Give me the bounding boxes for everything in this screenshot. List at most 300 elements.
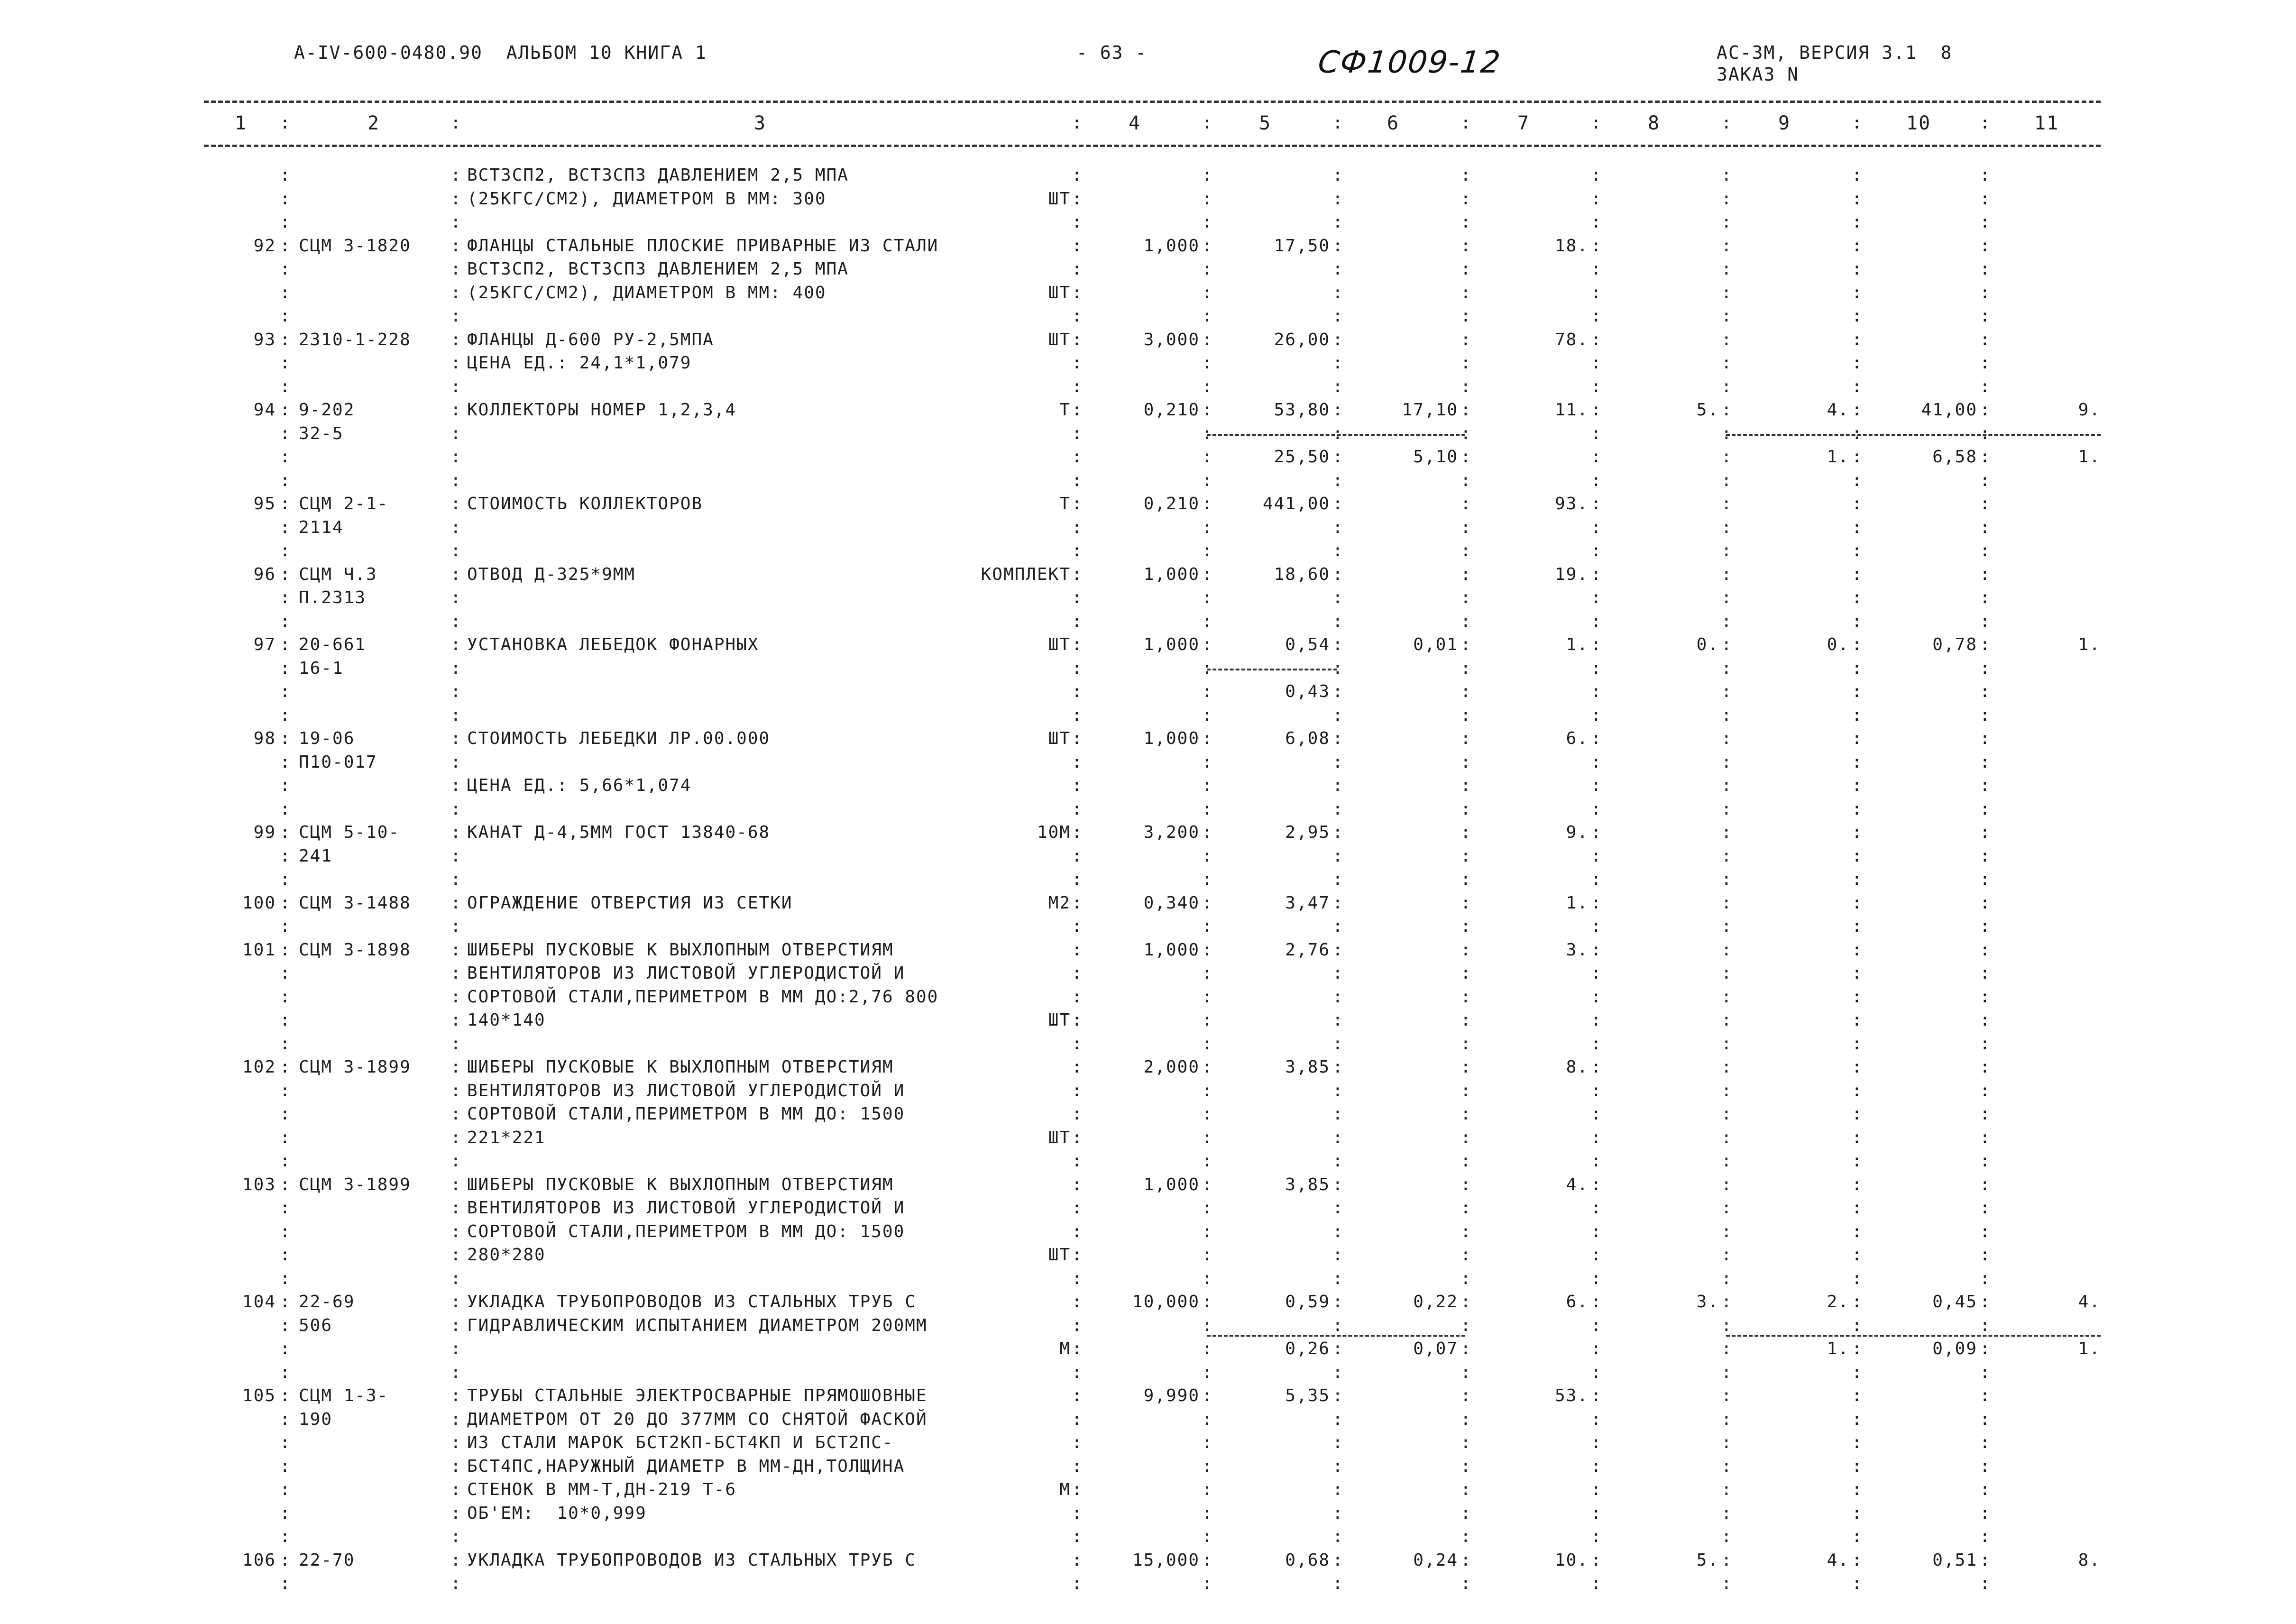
row-number: 98 [253,729,276,748]
column-separator: : [1980,1198,1991,1218]
value-cell-c7: 19. [1554,564,1589,584]
value-cell-c7: 1. [1566,893,1589,913]
value-cell-c4: 1,000 [1143,729,1200,748]
column-separator: : [1591,400,1602,420]
column-separator: : [1332,729,1344,748]
column-separator: : [1980,376,1991,396]
column-separator: : [450,1480,462,1499]
column-separator: : [1852,799,1863,819]
column-separator: : [1072,846,1083,866]
description-cell: (25КГС/СМ2), ДИАМЕТРОМ В ММ: 300 [467,189,827,209]
column-separator: : [1332,306,1344,326]
column-separator: : [1202,113,1213,133]
column-separator: : [1072,1104,1083,1124]
column-separator: : [280,564,291,584]
description-cell: ВЕНТИЛЯТОРОВ ИЗ ЛИСТОВОЙ УГЛЕРОДИСТОЙ И [467,1198,905,1218]
code-cell: СЦМ 3-1488 [299,893,411,913]
column-separator: : [1460,1503,1472,1523]
column-separator: : [1460,564,1472,584]
column-separator: : [1202,588,1213,607]
column-separator: : [1072,113,1083,133]
column-separator: : [1460,212,1472,232]
column-separator: : [450,752,462,772]
column-separator: : [1591,682,1602,701]
column-separator: : [280,1104,291,1124]
column-separator: : [1332,283,1344,303]
column-separator: : [1072,588,1083,607]
column-separator: : [1980,1574,1991,1593]
column-separator: : [1721,846,1733,866]
column-separator: : [1072,729,1083,748]
column-separator: : [280,987,291,1007]
column-separator: : [450,165,462,185]
value-cell-c11: 1. [2078,1339,2101,1358]
column-separator: : [1460,306,1472,326]
column-separator: : [1202,729,1213,748]
unit-cell: ШТ [1048,1010,1071,1030]
column-separator: : [1072,1433,1083,1452]
column-separator: : [450,1268,462,1288]
column-separator: : [1852,494,1863,514]
description-cell: ВСТ3СП2, ВСТ3СП3 ДАВЛЕНИЕМ 2,5 МПА [467,259,849,279]
value-cell-c5: 0,68 [1285,1550,1330,1570]
column-separator: : [1852,705,1863,725]
column-separator: : [280,1433,291,1452]
unit-cell: М2 [1048,893,1071,913]
column-separator: : [1072,917,1083,936]
column-separator: : [1591,1081,1602,1101]
column-separator: : [1721,423,1733,443]
column-separator: : [1460,893,1472,913]
column-separator: : [1460,447,1472,467]
column-separator: : [1072,940,1083,960]
description-cell: ВСТ3СП2, ВСТ3СП3 ДАВЛЕНИЕМ 2,5 МПА [467,165,849,185]
column-separator: : [1591,1034,1602,1054]
column-separator: : [1460,682,1472,701]
code-cell: 32-5 [299,423,344,443]
column-separator: : [280,893,291,913]
column-separator: : [450,189,462,209]
column-separator: : [1332,330,1344,349]
column-separator: : [1591,752,1602,772]
description-cell: ФЛАНЦЫ Д-600 РУ-2,5МПА [467,330,714,349]
column-separator: : [1202,635,1213,654]
code-cell: СЦМ 2-1- [299,494,389,514]
column-separator: : [1202,423,1213,443]
column-separator: : [1332,1503,1344,1523]
column-separator: : [1980,1057,1991,1077]
column-separator: : [280,799,291,819]
column-separator: : [1332,611,1344,631]
unit-cell: ШТ [1048,330,1071,349]
column-separator: : [1332,236,1344,256]
column-separator: : [1721,259,1733,279]
column-separator: : [280,1010,291,1030]
column-separator: : [1980,658,1991,678]
column-separator: : [1202,752,1213,772]
column-separator: : [1332,564,1344,584]
column-separator: : [1980,1034,1991,1054]
header-page-number: - 63 - [1076,42,1148,63]
unit-cell: ШТ [1048,729,1071,748]
column-separator: : [1721,1151,1733,1171]
column-separator: : [1852,1339,1863,1358]
row-number: 94 [253,400,276,420]
column-separator: : [1980,1480,1991,1499]
column-separator: : [1202,400,1213,420]
column-separator: : [1332,987,1344,1007]
column-separator: : [280,283,291,303]
column-separator: : [1721,1527,1733,1546]
column-separator: : [1591,1480,1602,1499]
column-separator: : [1721,1268,1733,1288]
column-separator: : [1980,1386,1991,1405]
top-rule [204,101,2101,103]
column-separator: : [280,940,291,960]
column-separator: : [1852,1151,1863,1171]
column-separator: : [280,236,291,256]
header-order: ЗАКАЗ N [1717,64,1800,85]
description-cell: УКЛАДКА ТРУБОПРОВОДОВ ИЗ СТАЛЬНЫХ ТРУБ С [467,1550,916,1570]
description-cell: ШИБЕРЫ ПУСКОВЫЕ К ВЫХЛОПНЫМ ОТВЕРСТИЯМ [467,940,894,960]
column-separator: : [1332,447,1344,467]
code-cell: 19-06 [299,729,355,748]
column-number: 10 [1906,112,1931,134]
column-separator: : [1980,1081,1991,1101]
column-separator: : [1591,470,1602,490]
column-separator: : [450,1550,462,1570]
column-separator: : [1332,400,1344,420]
column-separator: : [1332,1292,1344,1312]
column-number: 2 [367,112,380,134]
column-separator: : [1072,1574,1083,1593]
column-number: 11 [2034,112,2059,134]
value-cell-c10: 0,78 [1932,635,1977,654]
column-separator: : [1852,1221,1863,1241]
value-cell-c4: 1,000 [1143,236,1200,256]
row-number: 103 [242,1174,276,1194]
value-cell-c5: 3,85 [1285,1057,1330,1077]
column-separator: : [1332,1550,1344,1570]
column-separator: : [1852,1268,1863,1288]
column-separator: : [1460,1081,1472,1101]
column-separator: : [280,447,291,467]
value-cell-c4: 0,340 [1143,893,1200,913]
column-separator: : [1460,635,1472,654]
description-cell: СТОИМОСТЬ ЛЕБЕДКИ ЛР.00.000 [467,729,771,748]
column-separator: : [1460,917,1472,936]
column-separator: : [1072,611,1083,631]
description-cell: ЦЕНА ЕД.: 24,1*1,079 [467,353,692,373]
value-cell-c4: 1,000 [1143,635,1200,654]
column-separator: : [1721,541,1733,560]
column-separator: : [280,1245,291,1265]
column-separator: : [1721,870,1733,889]
column-separator: : [1721,330,1733,349]
column-separator: : [1980,1315,1991,1335]
column-separator: : [1332,1034,1344,1054]
value-cell-c4: 1,000 [1143,564,1200,584]
header-album: А-IV-600-0480.90 АЛЬБОМ 10 КНИГА 1 [294,42,707,63]
column-separator: : [280,1386,291,1405]
column-number: 7 [1517,112,1530,134]
column-separator: : [1072,1034,1083,1054]
column-separator: : [1852,1456,1863,1476]
value-cell-c9: 1. [1827,447,1849,467]
column-separator: : [1852,917,1863,936]
value-cell-c5: 25,50 [1274,447,1330,467]
column-separator: : [1852,1081,1863,1101]
column-separator: : [1721,987,1733,1007]
column-separator: : [1072,1245,1083,1265]
column-separator: : [1852,447,1863,467]
code-cell: СЦМ 3-1898 [299,940,411,960]
column-separator: : [280,1081,291,1101]
column-separator: : [1332,799,1344,819]
column-separator: : [1072,330,1083,349]
row-number: 93 [253,330,276,349]
value-cell-c11: 1. [2078,447,2101,467]
value-cell-c8: 3. [1696,1292,1719,1312]
column-separator: : [1852,846,1863,866]
column-separator: : [1721,1386,1733,1405]
column-separator: : [280,682,291,701]
column-separator: : [1202,1268,1213,1288]
column-separator: : [1591,113,1602,133]
column-separator: : [1980,823,1991,842]
column-separator: : [1460,376,1472,396]
column-separator: : [1980,1151,1991,1171]
value-cell-c7: 6. [1566,1292,1589,1312]
column-number: 9 [1778,112,1791,134]
value-cell-c10: 0,09 [1932,1339,1977,1358]
column-separator: : [1072,1057,1083,1077]
column-separator: : [1072,1221,1083,1241]
column-separator: : [1072,1339,1083,1358]
column-separator: : [1980,494,1991,514]
column-separator: : [1072,799,1083,819]
column-number: 8 [1648,112,1661,134]
column-separator: : [1852,963,1863,983]
column-separator: : [1332,212,1344,232]
column-separator: : [1460,705,1472,725]
value-cell-c5: 6,08 [1285,729,1330,748]
column-separator: : [450,823,462,842]
column-separator: : [1721,1456,1733,1476]
column-separator: : [1202,447,1213,467]
column-separator: : [1721,1409,1733,1429]
column-separator: : [1980,283,1991,303]
column-separator: : [280,1527,291,1546]
column-separator: : [1980,1503,1991,1523]
column-separator: : [1852,1034,1863,1054]
column-separator: : [1072,1480,1083,1499]
description-cell: (25КГС/СМ2), ДИАМЕТРОМ В ММ: 400 [467,283,827,303]
column-separator: : [1721,1339,1733,1358]
column-separator: : [1980,1433,1991,1452]
column-separator: : [1591,823,1602,842]
column-separator: : [1721,517,1733,537]
column-separator: : [1721,1550,1733,1570]
sub-rule [1726,434,2101,436]
column-separator: : [1591,705,1602,725]
value-cell-c10: 0,45 [1932,1292,1977,1312]
column-separator: : [280,517,291,537]
value-cell-c4: 1,000 [1143,1174,1200,1194]
row-number: 101 [242,940,276,960]
column-separator: : [1460,1174,1472,1194]
column-separator: : [280,846,291,866]
column-separator: : [1072,259,1083,279]
row-number: 95 [253,494,276,514]
column-separator: : [450,353,462,373]
column-separator: : [1332,682,1344,701]
column-separator: : [1721,635,1733,654]
column-separator: : [1072,1503,1083,1523]
column-separator: : [450,1221,462,1241]
column-separator: : [1332,1574,1344,1593]
column-separator: : [1332,1315,1344,1335]
description-cell: ЦЕНА ЕД.: 5,66*1,074 [467,776,692,795]
column-separator: : [1202,1104,1213,1124]
value-cell-c4: 3,200 [1143,823,1200,842]
value-cell-c4: 0,210 [1143,400,1200,420]
column-separator: : [450,846,462,866]
column-separator: : [1852,423,1863,443]
column-separator: : [450,799,462,819]
column-separator: : [450,283,462,303]
column-separator: : [1591,987,1602,1007]
column-separator: : [1460,963,1472,983]
value-cell-c11: 9. [2078,400,2101,420]
column-separator: : [1980,963,1991,983]
column-separator: : [1852,635,1863,654]
column-separator: : [1721,658,1733,678]
column-separator: : [1332,353,1344,373]
column-separator: : [1332,1480,1344,1499]
column-separator: : [1852,564,1863,584]
unit-cell: ШТ [1048,1245,1071,1265]
column-separator: : [1202,517,1213,537]
column-separator: : [1202,259,1213,279]
column-separator: : [1202,611,1213,631]
column-separator: : [1332,1081,1344,1101]
column-separator: : [450,1456,462,1476]
column-separator: : [1202,823,1213,842]
column-separator: : [1202,353,1213,373]
value-cell-c7: 10. [1554,1550,1589,1570]
code-cell: 2114 [299,517,344,537]
column-separator: : [1072,494,1083,514]
column-separator: : [1202,376,1213,396]
column-separator: : [1332,1386,1344,1405]
column-separator: : [1202,1292,1213,1312]
value-cell-c5: 26,00 [1274,330,1330,349]
column-separator: : [1072,776,1083,795]
code-cell: СЦМ 5-10- [299,823,400,842]
value-cell-c6: 0,22 [1413,1292,1458,1312]
column-separator: : [1072,447,1083,467]
column-separator: : [1852,1433,1863,1452]
column-separator: : [1852,682,1863,701]
column-separator: : [1460,330,1472,349]
column-separator: : [1202,1574,1213,1593]
value-cell-c6: 0,24 [1413,1550,1458,1570]
column-separator: : [1980,1221,1991,1241]
column-separator: : [1072,1151,1083,1171]
column-separator: : [1332,113,1344,133]
column-separator: : [450,1245,462,1265]
column-separator: : [1072,963,1083,983]
column-separator: : [280,963,291,983]
column-separator: : [1852,1245,1863,1265]
column-separator: : [1852,1503,1863,1523]
column-separator: : [1980,306,1991,326]
column-separator: : [1072,470,1083,490]
column-separator: : [1202,705,1213,725]
column-separator: : [1721,1480,1733,1499]
column-separator: : [1591,1010,1602,1030]
column-separator: : [1591,729,1602,748]
column-separator: : [1852,1550,1863,1570]
column-separator: : [1591,283,1602,303]
column-separator: : [1980,113,1991,133]
column-separator: : [1460,541,1472,560]
code-cell: 241 [299,846,333,866]
column-separator: : [1721,729,1733,748]
column-separator: : [1721,447,1733,467]
column-separator: : [1980,1527,1991,1546]
value-cell-c7: 11. [1554,400,1589,420]
column-separator: : [1072,1010,1083,1030]
code-cell: П.2313 [299,588,367,607]
value-cell-c5: 18,60 [1274,564,1330,584]
column-separator: : [280,470,291,490]
column-separator: : [1332,423,1344,443]
column-separator: : [1721,682,1733,701]
column-separator: : [1460,1433,1472,1452]
column-separator: : [1721,940,1733,960]
column-separator: : [1202,940,1213,960]
column-separator: : [1721,1315,1733,1335]
column-separator: : [1980,1268,1991,1288]
column-separator: : [280,611,291,631]
column-separator: : [280,588,291,607]
column-separator: : [280,1574,291,1593]
column-separator: : [1202,1010,1213,1030]
column-number: 1 [235,112,248,134]
column-separator: : [1460,1527,1472,1546]
column-separator: : [1980,1456,1991,1476]
column-separator: : [450,588,462,607]
column-separator: : [1460,588,1472,607]
column-separator: : [1980,611,1991,631]
column-separator: : [450,776,462,795]
column-separator: : [1460,1128,1472,1147]
column-separator: : [1460,1456,1472,1476]
column-separator: : [450,682,462,701]
column-separator: : [450,1315,462,1335]
column-separator: : [450,917,462,936]
column-separator: : [1460,1151,1472,1171]
unit-cell: Т [1059,400,1071,420]
column-separator: : [1591,588,1602,607]
column-separator: : [1591,1503,1602,1523]
column-separator: : [1332,917,1344,936]
column-separator: : [1721,376,1733,396]
column-separator: : [1721,1198,1733,1218]
column-separator: : [1332,1057,1344,1077]
